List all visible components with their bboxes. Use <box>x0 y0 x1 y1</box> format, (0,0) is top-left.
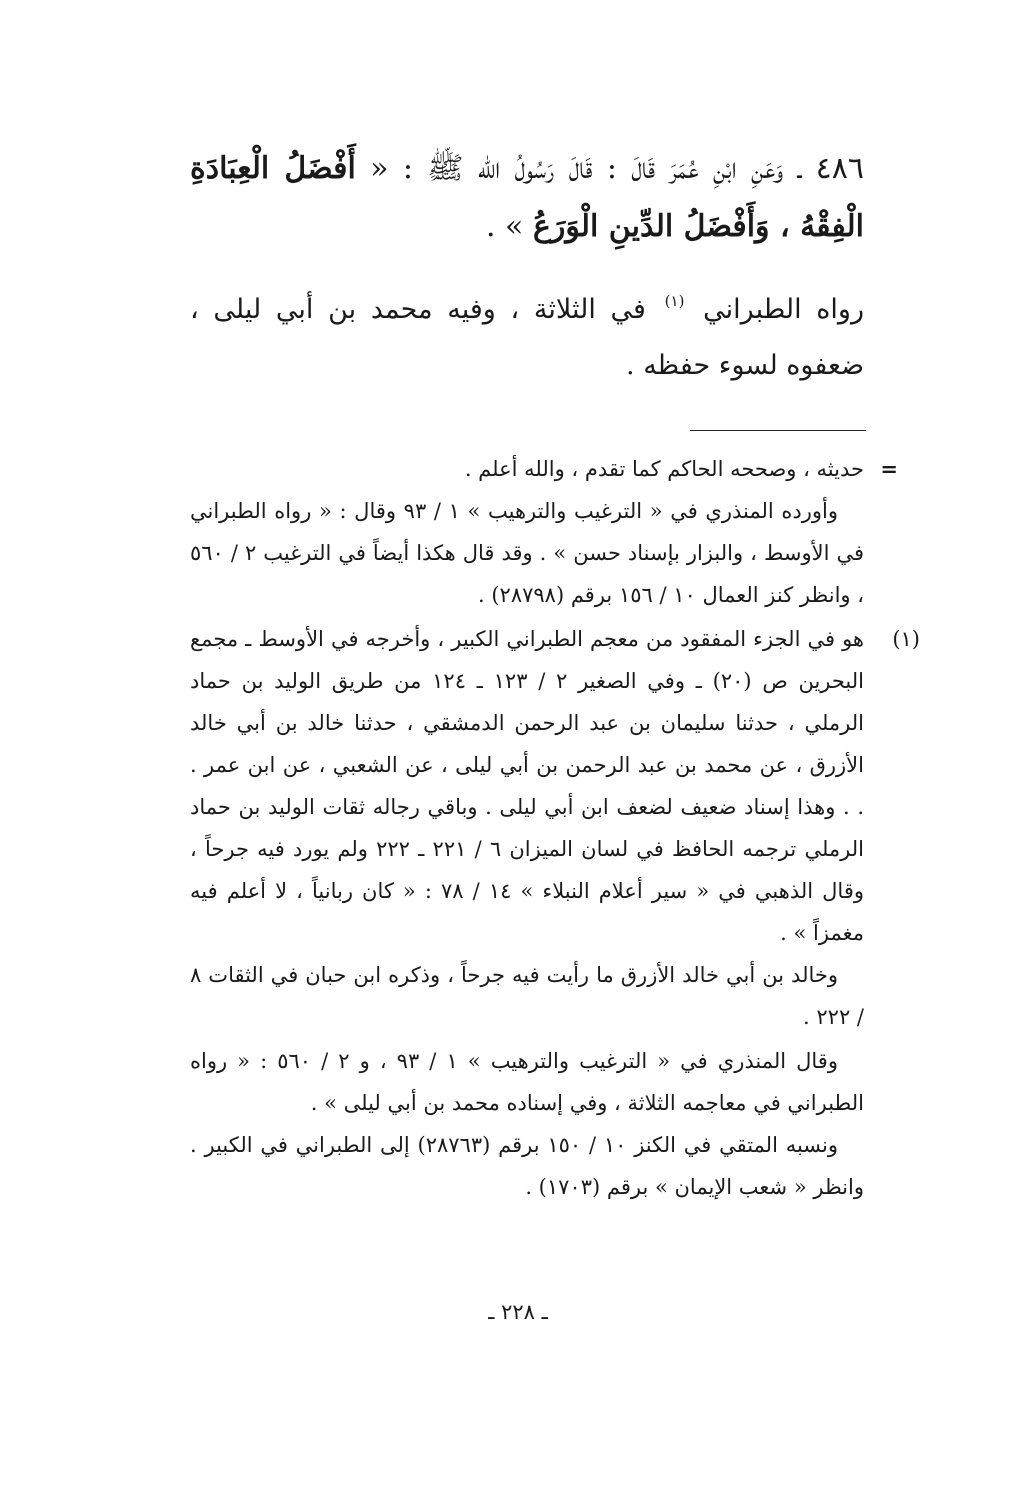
narration-text-b: في الثلاثة ، وفيه محمد بن أبي ليلى ، ضعفوه لسوء حفظه . <box>190 294 864 381</box>
hadith-close: » . <box>485 209 524 244</box>
narration-paragraph <box>190 282 864 394</box>
footnote-1-paragraph-4: ونسبه المتقي في الكنز ١٠ / ١٥٠ برقم (٢٨٧٦٣) إلى الطبراني في الكبير . وانظر « شعب الإيمان » برقم (١٧٠٣) . <box>190 1133 864 1199</box>
footnote-1-paragraph-2: وخالد بن أبي خالد الأزرق ما رأيت فيه جرحاً ، وذكره ابن حبان في الثقات ٨ / ٢٢٢ . <box>190 963 864 1029</box>
narration-text-a: رواه الطبراني <box>703 294 865 325</box>
hadith-486 <box>190 140 864 256</box>
footnote-1-paragraph-3: وقال المنذري في « الترغيب والترهيب » ١ / ٩٣ ، و ٢ / ٥٦٠ : « رواه الطبراني في معاجمه الثلاثة ، وفي إسناده محمد بن أبي ليلى » . <box>190 1049 864 1115</box>
footnote-reference: (١) <box>664 292 685 310</box>
continuation-mark: = <box>880 456 898 481</box>
hadith-quote: أَفْضَلُ الْعِبَادَةِ الْفِقْهُ ، وَأَفْضَلُ الدِّينِ الْوَرَعُ <box>190 151 864 244</box>
footnote-continuation-line <box>190 448 898 490</box>
footnote-1-number: (١) <box>892 627 920 651</box>
continuation-paragraph: وأورده المنذري في « الترغيب والترهيب » ١ / ٩٣ وقال : « رواه الطبراني في الأوسط ، والبزار بإسناد حسن » . وقد قال هكذا أيضاً في الترغيب ٢ / ٥٦٠ ، وانظر كنز العمال ١٠ / ١٥٦ برقم (٢٨٧٩٨) . <box>190 499 864 607</box>
footnote-separator <box>690 430 866 431</box>
page-number: ـ ٢٢٨ ـ <box>488 1300 548 1324</box>
hadith-lead: ٤٨٦ ـ وَعَنِ ابْنِ عُمَرَ قَالَ : قَالَ رَسُولُ الله ﷺ : « <box>370 151 864 186</box>
continuation-text-1: حديثه ، وصححه الحاكم كما تقدم ، والله أعلم . <box>464 457 864 481</box>
footnotes <box>190 448 920 1208</box>
footnote-1-text: هو في الجزء المفقود من معجم الطبراني الكبير ، وأخرجه في الأوسط ـ مجمع البحرين ص (٢٠) ـ وفي الصغير ٢ / ١٢٣ ـ ١٢٤ من طريق الوليد بن حماد الرملي ، حدثنا سليمان بن عبد الرحمن الدمشقي ، حدثنا خالد بن أبي خالد الأزرق ، عن محمد بن عبد الرحمن بن أبي ليلى ، عن الشعبي ، عن ابن عمر . . . وهذا إسناد ضعيف لضعف ابن أبي ليلى . وباقي رجاله ثقات الوليد بن حماد الرملي ترجمه الحافظ في لسان الميزان ٦ / ٢٢١ ـ ٢٢٢ ولم يورد فيه جرحاً ، وقال الذهبي في « سير أعلام النبلاء » ١٤ / ٧٨ : « كان ربانياً ، لا أعلم فيه مغمزاً » . <box>190 627 864 945</box>
footnote-1 <box>190 618 920 954</box>
